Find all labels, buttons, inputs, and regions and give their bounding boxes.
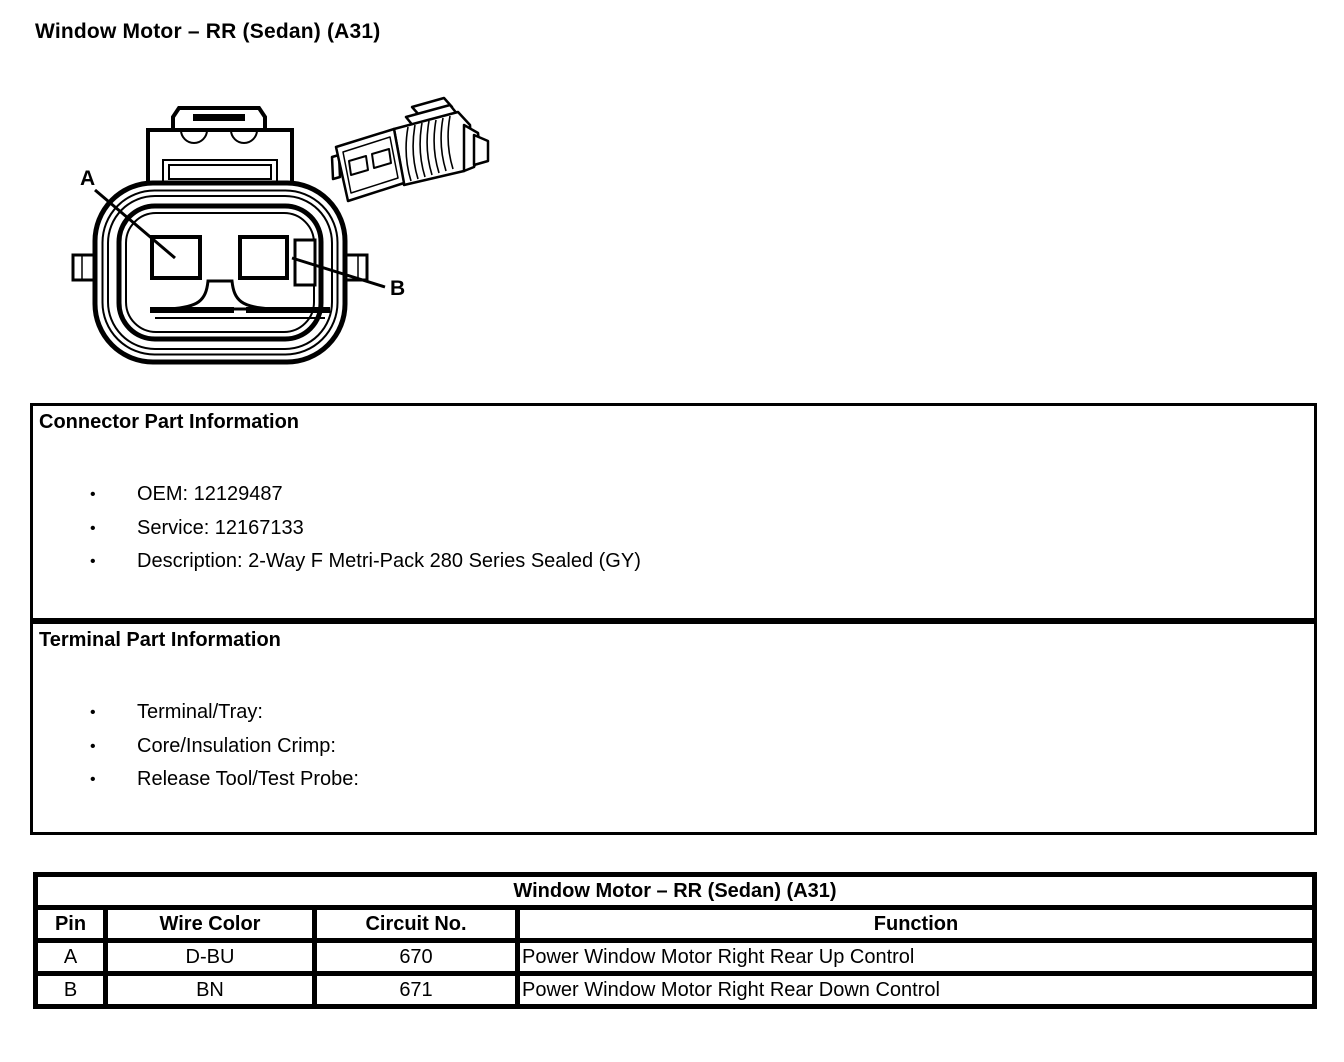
bullet-icon: • — [90, 553, 96, 570]
circuit-no-cell: 670 — [315, 941, 518, 974]
connector-description: Description: 2-Way F Metri-Pack 280 Series Sealed (GY) — [137, 550, 641, 572]
bullet-icon: • — [90, 737, 96, 755]
table-title: Window Motor – RR (Sedan) (A31) — [36, 875, 1315, 908]
connector-3d-view — [332, 98, 488, 201]
connector-latch — [148, 108, 292, 188]
connector-part-info-box — [30, 403, 1317, 621]
pin-cell: A — [36, 941, 106, 974]
pin-cell: B — [36, 974, 106, 1007]
table-header-row — [36, 908, 1315, 941]
pin-a-label: A — [80, 167, 96, 190]
pin-b-label: B — [390, 277, 406, 300]
function-cell: Power Window Motor Right Rear Down Control — [518, 974, 1315, 1007]
wire-color-cell: D-BU — [106, 941, 315, 974]
table-row — [36, 974, 1315, 1007]
cavity-b — [240, 237, 287, 278]
terminal-part-info-list — [33, 696, 1314, 797]
list-item — [90, 478, 1314, 512]
function-cell: Power Window Motor Right Rear Up Control — [518, 941, 1315, 974]
list-item — [90, 545, 1314, 579]
connector-part-info-heading: Connector Part Information — [39, 411, 300, 433]
list-item — [90, 512, 1314, 546]
list-item — [90, 763, 1314, 797]
bullet-icon: • — [90, 704, 96, 721]
wire-color-cell: BN — [106, 974, 315, 1007]
list-item — [90, 696, 1314, 730]
circuit-no-cell: 671 — [315, 974, 518, 1007]
service-number: Service: 12167133 — [137, 516, 304, 539]
header-function: Function — [518, 908, 1315, 941]
core-insulation-crimp: Core/Insulation Crimp: — [137, 734, 336, 757]
terminal-part-info-heading: Terminal Part Information — [39, 629, 281, 651]
page-title: Window Motor – RR (Sedan) (A31) — [35, 20, 381, 43]
table-title-row — [36, 875, 1315, 908]
release-tool-test-probe: Release Tool/Test Probe: — [137, 768, 359, 790]
header-pin: Pin — [36, 908, 106, 941]
list-item — [90, 730, 1314, 764]
table-row — [36, 941, 1315, 974]
connector-diagram-svg — [60, 85, 490, 385]
bullet-icon: • — [90, 486, 96, 503]
terminal-part-info-box — [30, 621, 1317, 835]
connector-diagram — [60, 85, 490, 385]
connector-part-info-list — [33, 478, 1314, 579]
header-wire-color: Wire Color — [106, 908, 315, 941]
header-circuit-no: Circuit No. — [315, 908, 518, 941]
bullet-icon: • — [90, 519, 96, 537]
pinout-table — [33, 872, 1317, 1009]
terminal-tray: Terminal/Tray: — [137, 701, 263, 723]
bullet-icon: • — [90, 771, 96, 788]
oem-number: OEM: 12129487 — [137, 483, 283, 505]
